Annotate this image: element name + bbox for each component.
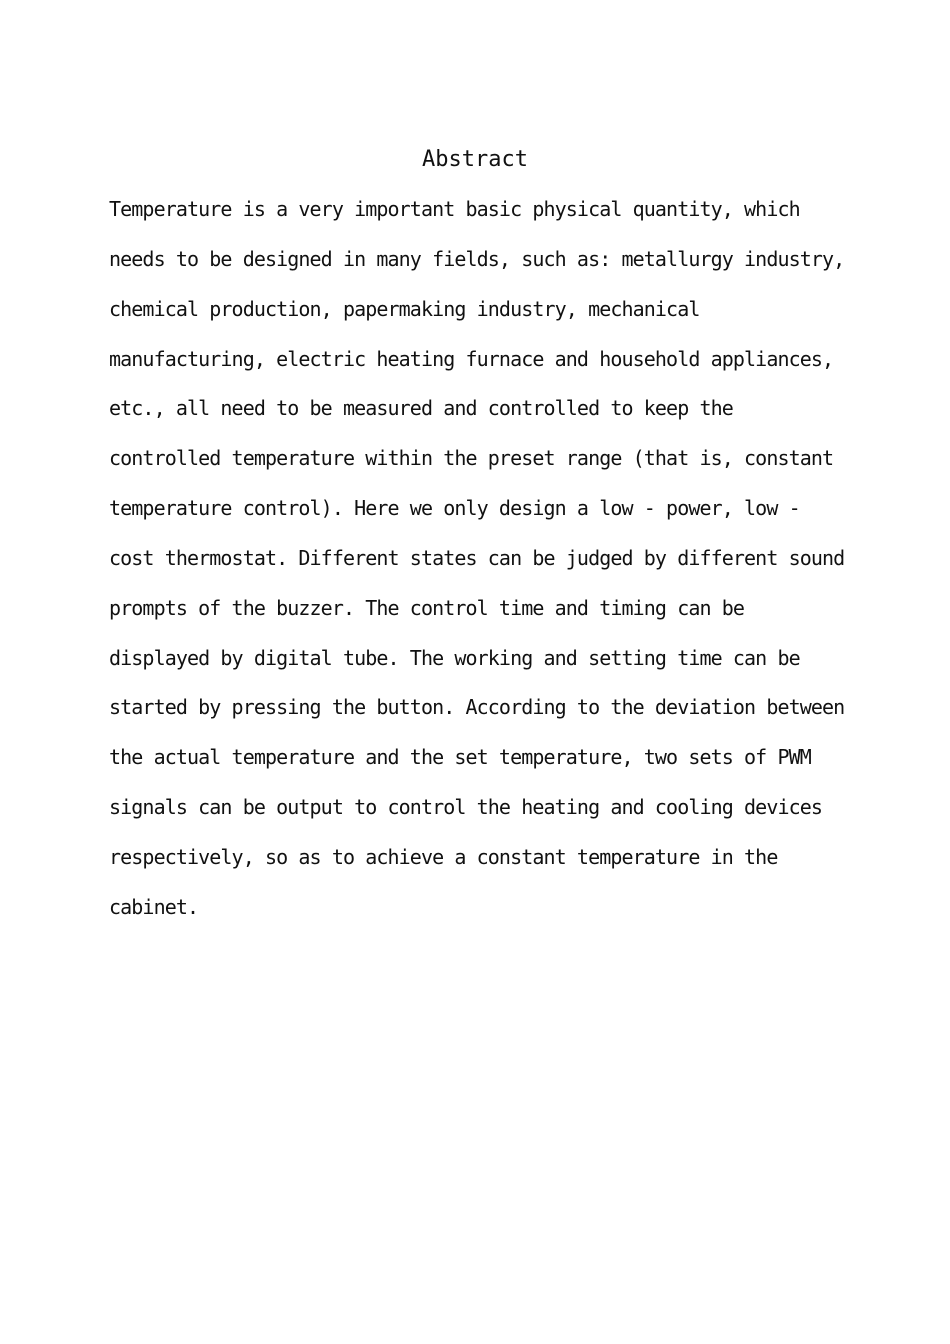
- abstract-line: cabinet.: [109, 894, 199, 919]
- abstract-line: chemical production, papermaking industry, mechanical: [109, 296, 700, 321]
- abstract-body: [109, 195, 869, 943]
- abstract-line: the actual temperature and the set temperature, two sets of PWM: [109, 745, 811, 770]
- abstract-line: needs to be designed in many fields, such as: metallurgy industry,: [109, 246, 845, 271]
- abstract-line: prompts of the buzzer. The control time and timing can be: [109, 595, 745, 620]
- abstract-line: etc., all need to be measured and controlled to keep the: [109, 396, 733, 421]
- abstract-line: manufacturing, electric heating furnace and household appliances,: [109, 346, 834, 371]
- abstract-line: signals can be output to control the heating and cooling devices: [109, 795, 823, 820]
- abstract-line: respectively, so as to achieve a constant temperature in the: [109, 844, 778, 869]
- abstract-line: cost thermostat. Different states can be judged by different sound: [109, 545, 845, 570]
- abstract-line: started by pressing the button. According to the deviation between: [109, 695, 845, 720]
- abstract-line: temperature control). Here we only design a low - power, low -: [109, 496, 800, 521]
- abstract-line: controlled temperature within the preset range (that is, constant: [109, 446, 834, 471]
- abstract-title: Abstract: [422, 147, 528, 172]
- abstract-line: Temperature is a very important basic physical quantity, which: [109, 197, 800, 221]
- abstract-line: displayed by digital tube. The working and setting time can be: [109, 645, 800, 670]
